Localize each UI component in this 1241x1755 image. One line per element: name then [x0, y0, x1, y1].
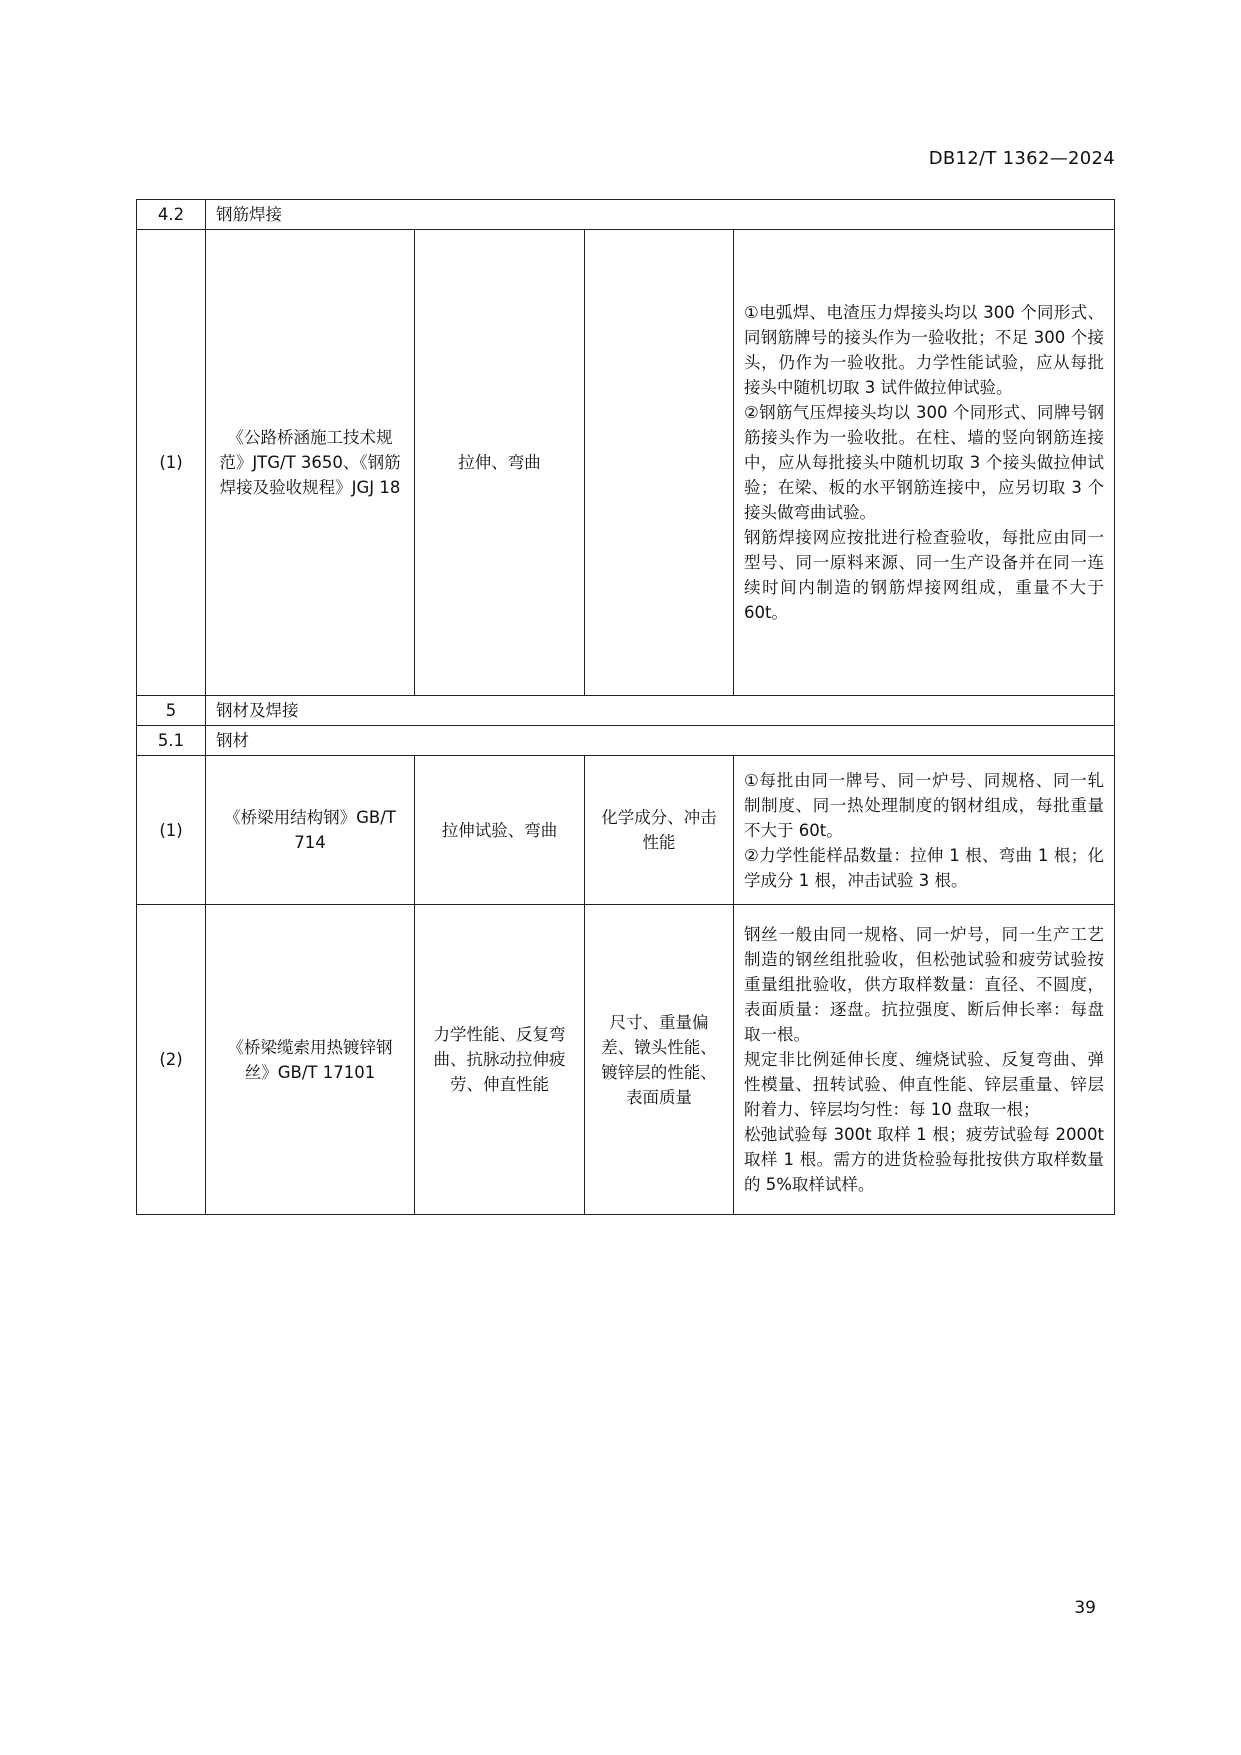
rule-paragraph: ②力学性能样品数量：拉伸 1 根、弯曲 1 根；化学成分 1 根，冲击试验 3 根。 [744, 845, 1104, 890]
section-number: 5.1 [137, 726, 206, 756]
document-code: DB12/T 1362—2024 [928, 148, 1115, 169]
main-test-items: 力学性能、反复弯曲、抗脉动拉伸疲劳、伸直性能 [415, 905, 585, 1215]
standard-reference: 《公路桥涵施工技术规范》JTG/T 3650、《钢筋焊接及验收规程》JGJ 18 [206, 230, 415, 696]
standard-reference: 《桥梁缆索用热镀锌钢丝》GB/T 17101 [206, 905, 415, 1215]
main-test-items: 拉伸、弯曲 [415, 230, 585, 696]
rule-paragraph: ①每批由同一牌号、同一炉号、同规格、同一轧制制度、同一热处理制度的钢材组成，每批重量不大于 60t。 [744, 770, 1104, 840]
section-row-4-2 [137, 200, 1115, 230]
section-number: 4.2 [137, 200, 206, 230]
other-test-items: 化学成分、冲击性能 [585, 756, 734, 905]
section-title: 钢材 [206, 726, 1115, 756]
rule-paragraph: ①电弧焊、电渣压力焊接头均以 300 个同形式、同钢筋牌号的接头作为一验收批；不足 300 个接头，仍作为一验收批。力学性能试验，应从每批接头中随机切取 3 试件做拉伸试验。 [744, 303, 1104, 397]
rule-paragraph: 钢筋焊接网应按批进行检查验收，每批应由同一型号、同一原料来源、同一生产设备并在同一连续时间内制造的钢筋焊接网组成，重量不大于 60t。 [744, 528, 1104, 622]
item-number: (1) [137, 756, 206, 905]
page-number: 39 [1074, 1598, 1096, 1618]
other-test-items [585, 230, 734, 696]
standard-reference: 《桥梁用结构钢》GB/T 714 [206, 756, 415, 905]
section-title: 钢筋焊接 [206, 200, 1115, 230]
section-title: 钢材及焊接 [206, 696, 1115, 726]
section-row-5 [137, 696, 1115, 726]
rule-paragraph: 规定非比例延伸长度、缠烧试验、反复弯曲、弹性模量、扭转试验、伸直性能、锌层重量、锌层附着力、锌层均匀性：每 10 盘取一根； [744, 1050, 1104, 1119]
other-test-items: 尺寸、重量偏差、镦头性能、镀锌层的性能、表面质量 [585, 905, 734, 1215]
item-number: (2) [137, 905, 206, 1215]
sampling-rules [734, 756, 1115, 905]
table-row [137, 905, 1115, 1215]
sampling-rules [734, 905, 1115, 1215]
section-row-5-1 [137, 726, 1115, 756]
inspection-table [136, 199, 1115, 1215]
item-number: (1) [137, 230, 206, 696]
table-row [137, 756, 1115, 905]
table-row [137, 230, 1115, 696]
rule-paragraph: ②钢筋气压焊接头均以 300 个同形式、同牌号钢筋接头作为一验收批。在柱、墙的竖向钢筋连接中，应从每批接头中随机切取 3 个接头做拉伸试验；在梁、板的水平钢筋连接中，应另切取 3 个接头做弯曲试验。 [744, 403, 1104, 522]
sampling-rules [734, 230, 1115, 696]
rule-paragraph: 钢丝一般由同一规格、同一炉号，同一生产工艺制造的钢丝组批验收，但松弛试验和疲劳试验按重量组批验收，供方取样数量：直径、不圆度，表面质量：逐盘。抗拉强度、断后伸长率：每盘取一根。 [744, 925, 1104, 1044]
section-number: 5 [137, 696, 206, 726]
main-test-items: 拉伸试验、弯曲 [415, 756, 585, 905]
rule-paragraph: 松弛试验每 300t 取样 1 根；疲劳试验每 2000t 取样 1 根。需方的进货检验每批按供方取样数量的 5%取样试样。 [744, 1125, 1104, 1194]
